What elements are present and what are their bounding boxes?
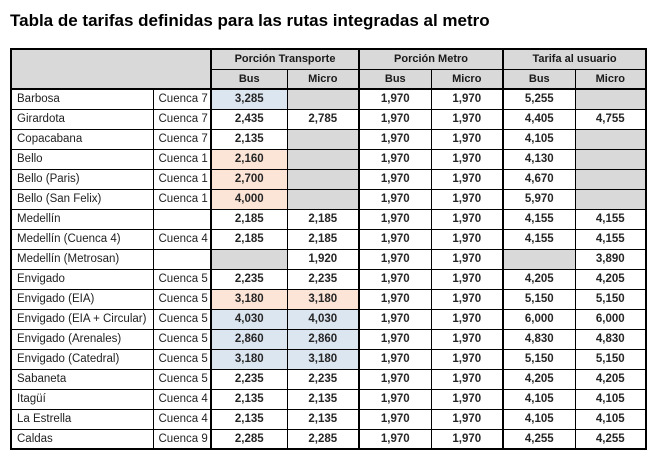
pm-micro-cell: 1,970 [431, 89, 503, 109]
table-row [11, 129, 646, 149]
pt-bus-cell: 3,180 [211, 349, 287, 369]
tu-micro-cell [575, 189, 646, 209]
header-group-porcion-metro: Porción Metro [359, 49, 503, 69]
cuenca-cell: Cuenca 4 [153, 409, 211, 429]
tu-bus-cell: 4,155 [503, 229, 575, 249]
cuenca-cell: Cuenca 1 [153, 149, 211, 169]
cuenca-cell: Cuenca 7 [153, 129, 211, 149]
tu-bus-cell [503, 249, 575, 269]
pt-bus-cell: 2,185 [211, 209, 287, 229]
table-row [11, 269, 646, 289]
pt-bus-cell: 2,860 [211, 329, 287, 349]
pt-micro-cell: 2,135 [287, 389, 359, 409]
header-tu-micro: Micro [575, 69, 646, 89]
header-pm-bus: Bus [359, 69, 431, 89]
pm-bus-cell: 1,970 [359, 389, 431, 409]
pm-micro-cell: 1,970 [431, 329, 503, 349]
cuenca-cell: Cuenca 5 [153, 369, 211, 389]
route-name-cell: Envigado (Arenales) [11, 329, 153, 349]
route-name-cell: Bello (Paris) [11, 169, 153, 189]
pm-micro-cell: 1,970 [431, 289, 503, 309]
route-name-cell: Envigado (EIA + Circular) [11, 309, 153, 329]
cuenca-cell: Cuenca 7 [153, 89, 211, 109]
table-row [11, 429, 646, 449]
pm-bus-cell: 1,970 [359, 189, 431, 209]
tu-micro-cell: 6,000 [575, 309, 646, 329]
route-name-cell: Medellín [11, 209, 153, 229]
pm-micro-cell: 1,970 [431, 189, 503, 209]
route-name-cell: Caldas [11, 429, 153, 449]
tariff-table [10, 48, 647, 450]
tu-bus-cell: 4,205 [503, 369, 575, 389]
route-name-cell: Bello (San Felix) [11, 189, 153, 209]
table-row [11, 149, 646, 169]
pm-micro-cell: 1,970 [431, 229, 503, 249]
table-row [11, 209, 646, 229]
tu-micro-cell: 4,830 [575, 329, 646, 349]
tu-micro-cell: 4,105 [575, 389, 646, 409]
table-row [11, 189, 646, 209]
pm-bus-cell: 1,970 [359, 149, 431, 169]
pm-micro-cell: 1,970 [431, 369, 503, 389]
header-corner-cell [11, 49, 211, 89]
pm-bus-cell: 1,970 [359, 129, 431, 149]
pt-bus-cell: 2,135 [211, 129, 287, 149]
cuenca-cell: Cuenca 7 [153, 109, 211, 129]
pt-micro-cell: 2,860 [287, 329, 359, 349]
pt-micro-cell [287, 89, 359, 109]
cuenca-cell: Cuenca 5 [153, 349, 211, 369]
cuenca-cell [153, 209, 211, 229]
page-title: Tabla de tarifas definidas para las rutas integradas al metro [10, 11, 490, 30]
cuenca-cell: Cuenca 5 [153, 289, 211, 309]
route-name-cell: Barbosa [11, 89, 153, 109]
tu-bus-cell: 5,150 [503, 289, 575, 309]
route-name-cell: Itagüí [11, 389, 153, 409]
tu-micro-cell: 4,205 [575, 269, 646, 289]
pm-bus-cell: 1,970 [359, 169, 431, 189]
table-row [11, 309, 646, 329]
table-row [11, 409, 646, 429]
header-pt-micro: Micro [287, 69, 359, 89]
table-row [11, 249, 646, 269]
tu-micro-cell: 4,155 [575, 229, 646, 249]
tu-micro-cell [575, 169, 646, 189]
table-row [11, 289, 646, 309]
pm-bus-cell: 1,970 [359, 269, 431, 289]
pm-bus-cell: 1,970 [359, 289, 431, 309]
pt-micro-cell: 2,185 [287, 209, 359, 229]
cuenca-cell: Cuenca 4 [153, 389, 211, 409]
pt-micro-cell: 3,180 [287, 289, 359, 309]
tu-micro-cell [575, 89, 646, 109]
header-pt-bus: Bus [211, 69, 287, 89]
pt-bus-cell: 2,700 [211, 169, 287, 189]
pt-bus-cell: 3,180 [211, 289, 287, 309]
header-pm-micro: Micro [431, 69, 503, 89]
table-body [11, 89, 646, 449]
cuenca-cell: Cuenca 5 [153, 269, 211, 289]
pt-micro-cell: 2,285 [287, 429, 359, 449]
pt-micro-cell [287, 169, 359, 189]
pt-bus-cell: 2,435 [211, 109, 287, 129]
tu-bus-cell: 5,255 [503, 89, 575, 109]
pt-bus-cell: 3,285 [211, 89, 287, 109]
pm-micro-cell: 1,970 [431, 109, 503, 129]
pt-bus-cell: 4,000 [211, 189, 287, 209]
tu-bus-cell: 4,255 [503, 429, 575, 449]
tu-bus-cell: 5,150 [503, 349, 575, 369]
tu-micro-cell: 4,105 [575, 409, 646, 429]
pt-micro-cell: 2,135 [287, 409, 359, 429]
route-name-cell: Envigado (Catedral) [11, 349, 153, 369]
pm-bus-cell: 1,970 [359, 309, 431, 329]
cuenca-cell: Cuenca 9 [153, 429, 211, 449]
tu-micro-cell: 5,150 [575, 289, 646, 309]
table-row [11, 369, 646, 389]
route-name-cell: Girardota [11, 109, 153, 129]
table-header [11, 49, 646, 89]
tu-bus-cell: 4,130 [503, 149, 575, 169]
pm-micro-cell: 1,970 [431, 269, 503, 289]
pt-bus-cell: 2,135 [211, 389, 287, 409]
route-name-cell: Medellín (Cuenca 4) [11, 229, 153, 249]
pt-micro-cell [287, 189, 359, 209]
pt-bus-cell: 2,185 [211, 229, 287, 249]
pm-micro-cell: 1,970 [431, 209, 503, 229]
cuenca-cell [153, 249, 211, 269]
header-tu-bus: Bus [503, 69, 575, 89]
route-name-cell: Envigado [11, 269, 153, 289]
tu-micro-cell [575, 149, 646, 169]
cuenca-cell: Cuenca 1 [153, 169, 211, 189]
tu-bus-cell: 4,405 [503, 109, 575, 129]
pt-micro-cell: 1,920 [287, 249, 359, 269]
route-name-cell: Envigado (EIA) [11, 289, 153, 309]
tu-bus-cell: 4,205 [503, 269, 575, 289]
tu-micro-cell: 4,205 [575, 369, 646, 389]
header-group-tarifa-usuario: Tarifa al usuario [503, 49, 646, 69]
pm-bus-cell: 1,970 [359, 409, 431, 429]
tu-bus-cell: 5,970 [503, 189, 575, 209]
cuenca-cell: Cuenca 5 [153, 329, 211, 349]
pm-micro-cell: 1,970 [431, 429, 503, 449]
pm-bus-cell: 1,970 [359, 249, 431, 269]
pt-micro-cell: 4,030 [287, 309, 359, 329]
pm-bus-cell: 1,970 [359, 349, 431, 369]
route-name-cell: Medellín (Metrosan) [11, 249, 153, 269]
table-row [11, 389, 646, 409]
pm-micro-cell: 1,970 [431, 309, 503, 329]
header-group-row [11, 49, 646, 69]
table-row [11, 329, 646, 349]
tu-bus-cell: 4,830 [503, 329, 575, 349]
cuenca-cell: Cuenca 1 [153, 189, 211, 209]
pt-bus-cell [211, 249, 287, 269]
pm-micro-cell: 1,970 [431, 389, 503, 409]
tu-bus-cell: 6,000 [503, 309, 575, 329]
pt-micro-cell: 2,235 [287, 269, 359, 289]
header-group-porcion-transporte: Porción Transporte [211, 49, 359, 69]
pt-bus-cell: 2,235 [211, 269, 287, 289]
pt-micro-cell [287, 149, 359, 169]
pt-micro-cell: 2,185 [287, 229, 359, 249]
cuenca-cell: Cuenca 4 [153, 229, 211, 249]
pm-bus-cell: 1,970 [359, 429, 431, 449]
pt-micro-cell: 2,785 [287, 109, 359, 129]
pm-micro-cell: 1,970 [431, 169, 503, 189]
tu-bus-cell: 4,105 [503, 129, 575, 149]
table-row [11, 89, 646, 109]
tu-bus-cell: 4,155 [503, 209, 575, 229]
tu-micro-cell: 3,890 [575, 249, 646, 269]
tu-micro-cell [575, 129, 646, 149]
pm-micro-cell: 1,970 [431, 249, 503, 269]
pt-micro-cell: 3,180 [287, 349, 359, 369]
table-row [11, 229, 646, 249]
route-name-cell: Copacabana [11, 129, 153, 149]
tu-micro-cell: 4,755 [575, 109, 646, 129]
route-name-cell: La Estrella [11, 409, 153, 429]
pt-micro-cell [287, 129, 359, 149]
pm-bus-cell: 1,970 [359, 329, 431, 349]
pt-bus-cell: 2,135 [211, 409, 287, 429]
table-row [11, 349, 646, 369]
pm-micro-cell: 1,970 [431, 149, 503, 169]
tu-micro-cell: 4,255 [575, 429, 646, 449]
pt-bus-cell: 2,160 [211, 149, 287, 169]
pt-bus-cell: 4,030 [211, 309, 287, 329]
tu-micro-cell: 5,150 [575, 349, 646, 369]
pm-micro-cell: 1,970 [431, 129, 503, 149]
pm-bus-cell: 1,970 [359, 209, 431, 229]
table-row [11, 169, 646, 189]
tu-micro-cell: 4,155 [575, 209, 646, 229]
tu-bus-cell: 4,670 [503, 169, 575, 189]
tu-bus-cell: 4,105 [503, 409, 575, 429]
pm-micro-cell: 1,970 [431, 409, 503, 429]
pm-micro-cell: 1,970 [431, 349, 503, 369]
pm-bus-cell: 1,970 [359, 89, 431, 109]
pt-micro-cell: 2,235 [287, 369, 359, 389]
pm-bus-cell: 1,970 [359, 369, 431, 389]
pt-bus-cell: 2,235 [211, 369, 287, 389]
table-row [11, 109, 646, 129]
pm-bus-cell: 1,970 [359, 229, 431, 249]
route-name-cell: Bello [11, 149, 153, 169]
pt-bus-cell: 2,285 [211, 429, 287, 449]
cuenca-cell: Cuenca 5 [153, 309, 211, 329]
tu-bus-cell: 4,105 [503, 389, 575, 409]
route-name-cell: Sabaneta [11, 369, 153, 389]
pm-bus-cell: 1,970 [359, 109, 431, 129]
